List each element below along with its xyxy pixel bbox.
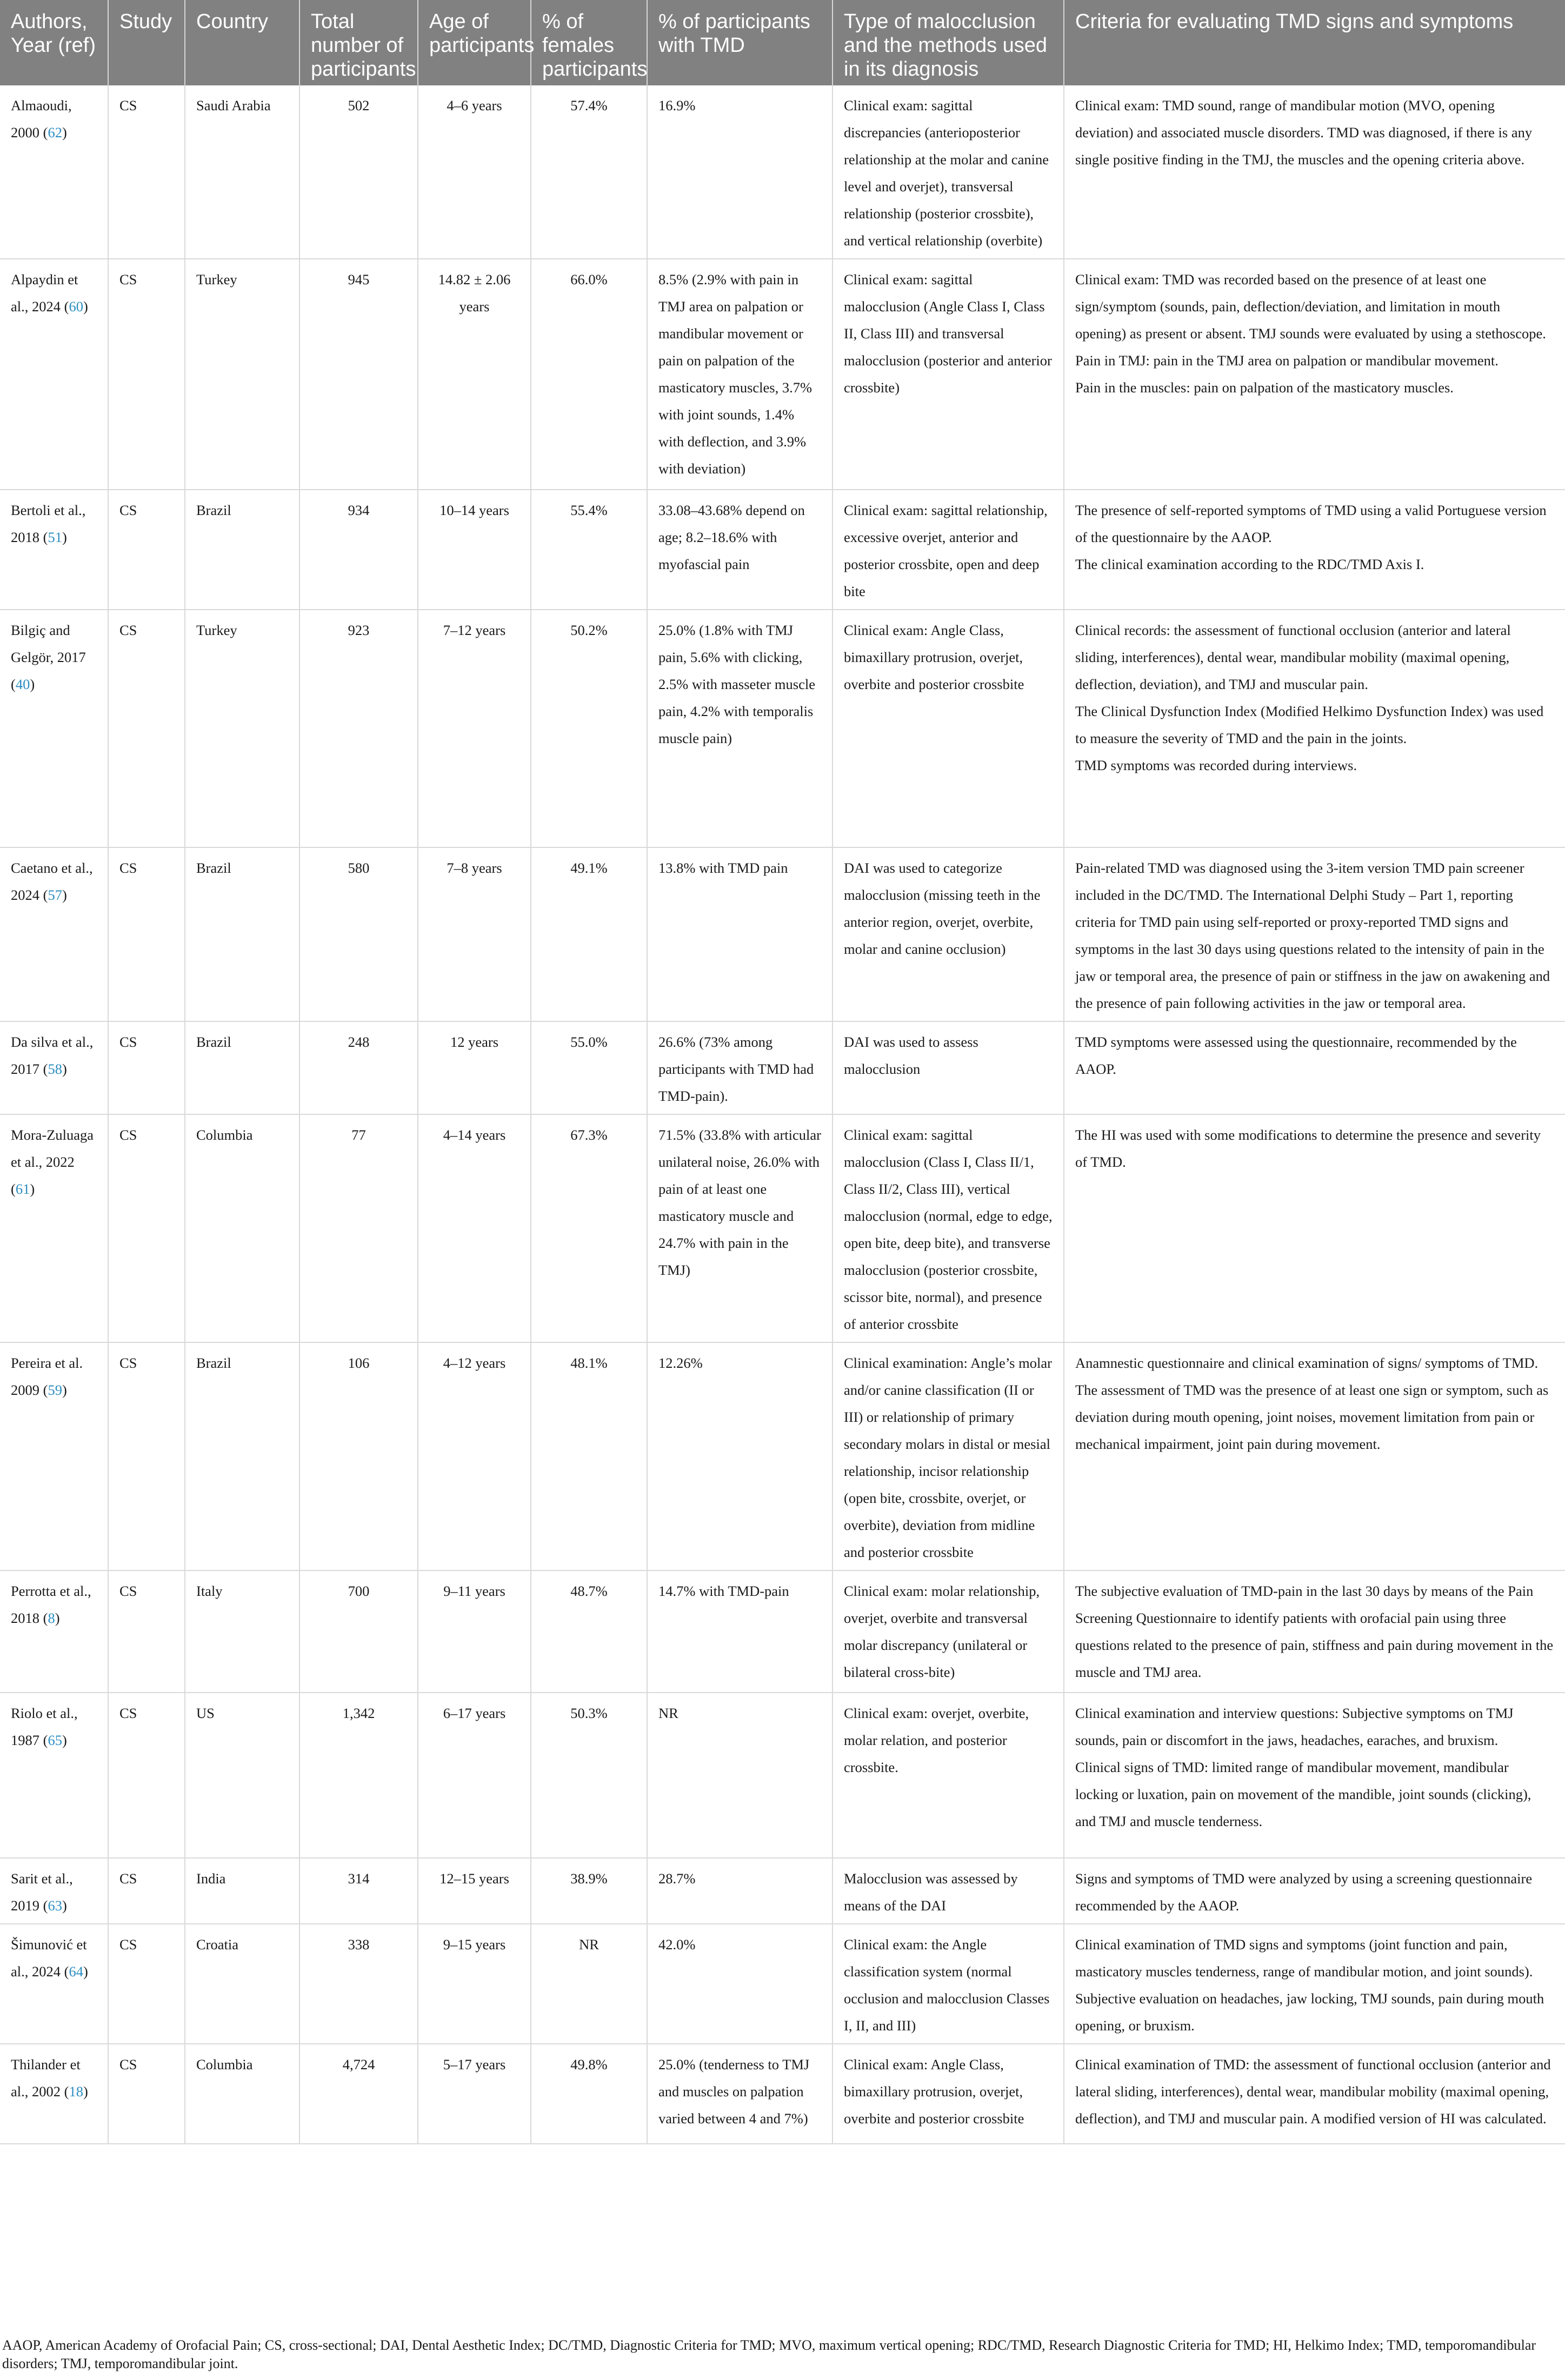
cell-authors-year [0,1570,108,1693]
cell-country: Columbia [185,1114,299,1342]
cell-age: 7–8 years [418,847,531,1021]
cell-pct-female: 57.4% [531,85,647,259]
ref-close: ) [55,1610,60,1626]
cell-study: CS [108,1570,185,1693]
cell-authors-year [0,1021,108,1114]
author-text: Da silva et al., 2017 ( [11,1034,94,1077]
header-age: Age of participants [418,0,531,85]
cell-total-participants: 248 [299,1021,418,1114]
cell-country: Brazil [185,1342,299,1570]
cell-pct-tmd: 8.5% (2.9% with pain in TMJ area on palpation or mandibular movement or pain on palpation of the masticatory muscles, 3.7% with joint sounds, 1.4% with deflection, and 3.9% with deviation) [647,259,833,490]
table-row [0,85,1565,259]
cell-country: Italy [185,1570,299,1693]
table-header-row [0,0,1565,85]
author-text: Riolo et al., 1987 ( [11,1705,78,1748]
header-country: Country [185,0,299,85]
cell-pct-tmd: 42.0% [647,1924,833,2044]
cell-country: Brazil [185,490,299,610]
cell-study: CS [108,85,185,259]
reference-link[interactable]: 60 [69,298,83,315]
cell-authors-year [0,1924,108,2044]
cell-pct-tmd: 33.08–43.68% depend on age; 8.2–18.6% with myofascial pain [647,490,833,610]
cell-malocclusion: Clinical exam: sagittal malocclusion (Angle Class I, Class II, Class III) and transversal malocclusion (posterior and anterior crossbite) [833,259,1064,490]
cell-total-participants: 314 [299,1858,418,1924]
cell-pct-female: 49.1% [531,847,647,1021]
cell-study: CS [108,1924,185,2044]
cell-pct-female: 50.2% [531,610,647,847]
cell-criteria: Clinical examination of TMD: the assessment of functional occlusion (anterior and lateral sliding, interferences), dental wear, mandibular mobility (maximal opening, deflection), and TMJ and muscular pain. A modified version of HI was calculated. [1064,2044,1565,2144]
ref-close: ) [62,1061,67,1077]
cell-pct-tmd: 71.5% (33.8% with articular unilateral noise, 26.0% with pain of at least one masticatory muscle and 24.7% with pain in the TMJ) [647,1114,833,1342]
author-text: Pereira et al. 2009 ( [11,1355,83,1398]
cell-malocclusion: DAI was used to categorize malocclusion (missing teeth in the anterior region, overjet, overbite, molar and canine occlusion) [833,847,1064,1021]
cell-pct-tmd: 28.7% [647,1858,833,1924]
ref-close: ) [62,124,67,141]
cell-criteria: Clinical exam: TMD was recorded based on the presence of at least one sign/symptom (sounds, pain, deflection/deviation, and limitation in mouth opening) as present or absent. TMJ sounds were evaluated by using a stethoscope. Pain in TMJ: pain in the TMJ area on palpation or mandibular movement. Pain in the muscles: pain on palpation of the masticatory muscles. [1064,259,1565,490]
table-row [0,1570,1565,1693]
cell-pct-tmd: 25.0% (1.8% with TMJ pain, 5.6% with clicking, 2.5% with masseter muscle pain, 4.2% with temporalis muscle pain) [647,610,833,847]
cell-age: 14.82 ± 2.06 years [418,259,531,490]
ref-close: ) [62,1382,67,1398]
author-text: Bertoli et al., 2018 ( [11,502,86,545]
cell-pct-female: 49.8% [531,2044,647,2144]
header-total-participants: Total number of participants [299,0,418,85]
cell-total-participants: 923 [299,610,418,847]
cell-authors-year [0,847,108,1021]
cell-total-participants: 502 [299,85,418,259]
cell-total-participants: 77 [299,1114,418,1342]
reference-link[interactable]: 63 [48,1897,62,1914]
author-text: Perrotta et al., 2018 ( [11,1583,91,1626]
cell-authors-year [0,1693,108,1858]
cell-total-participants: 945 [299,259,418,490]
cell-authors-year [0,490,108,610]
cell-malocclusion: Malocclusion was assessed by means of the DAI [833,1858,1064,1924]
cell-authors-year [0,1342,108,1570]
cell-total-participants: 934 [299,490,418,610]
cell-criteria: TMD symptoms were assessed using the questionnaire, recommended by the AAOP. [1064,1021,1565,1114]
cell-malocclusion: DAI was used to assess malocclusion [833,1021,1064,1114]
cell-malocclusion: Clinical exam: sagittal discrepancies (anterioposterior relationship at the molar and canine level and overjet), transversal relationship (posterior crossbite), and vertical relationship (overbite) [833,85,1064,259]
reference-link[interactable]: 58 [48,1061,62,1077]
ref-close: ) [62,887,67,903]
table-row [0,1858,1565,1924]
ref-close: ) [30,1181,35,1197]
table-row [0,1021,1565,1114]
cell-pct-tmd: NR [647,1693,833,1858]
cell-malocclusion: Clinical exam: Angle Class, bimaxillary protrusion, overjet, overbite and posterior crossbite [833,2044,1064,2144]
cell-age: 6–17 years [418,1693,531,1858]
ref-close: ) [30,676,35,692]
cell-criteria: Clinical examination and interview questions: Subjective symptoms on TMJ sounds, pain or discomfort in the jaws, headaches, earaches, and bruxism. Clinical signs of TMD: limited range of mandibular movement, mandibular locking or luxation, pain on movement of the mandible, joint sounds (clicking), and TMJ and muscle tenderness. [1064,1693,1565,1858]
ref-close: ) [62,1732,67,1748]
cell-country: Brazil [185,1021,299,1114]
cell-study: CS [108,1693,185,1858]
cell-pct-female: 55.0% [531,1021,647,1114]
table-row [0,847,1565,1021]
cell-malocclusion: Clinical exam: sagittal relationship, excessive overjet, anterior and posterior crossbite, open and deep bite [833,490,1064,610]
cell-age: 12 years [418,1021,531,1114]
cell-authors-year [0,610,108,847]
cell-pct-tmd: 13.8% with TMD pain [647,847,833,1021]
cell-total-participants: 338 [299,1924,418,2044]
table-row [0,610,1565,847]
cell-study: CS [108,847,185,1021]
cell-total-participants: 700 [299,1570,418,1693]
author-text: Caetano et al., 2024 ( [11,860,93,903]
cell-criteria: Anamnestic questionnaire and clinical examination of signs/ symptoms of TMD. The assessment of TMD was the presence of at least one sign or symptom, such as deviation during mouth opening, joint noises, movement limitation from pain or mechanical impairment, joint pain during movement. [1064,1342,1565,1570]
cell-country: India [185,1858,299,1924]
cell-malocclusion: Clinical exam: overjet, overbite, molar relation, and posterior crossbite. [833,1693,1064,1858]
cell-age: 12–15 years [418,1858,531,1924]
author-text: Mora-Zuluaga et al., 2022 ( [11,1127,94,1197]
cell-study: CS [108,1858,185,1924]
cell-study: CS [108,490,185,610]
table-row [0,1342,1565,1570]
cell-pct-female: 50.3% [531,1693,647,1858]
ref-close: ) [83,2083,88,2100]
author-text: Sarit et al., 2019 ( [11,1870,73,1914]
cell-country: Turkey [185,610,299,847]
cell-study: CS [108,1114,185,1342]
cell-age: 7–12 years [418,610,531,847]
cell-study: CS [108,610,185,847]
cell-country: Brazil [185,847,299,1021]
cell-authors-year [0,1114,108,1342]
cell-pct-female: 38.9% [531,1858,647,1924]
cell-country: Columbia [185,2044,299,2144]
cell-study: CS [108,259,185,490]
cell-total-participants: 4,724 [299,2044,418,2144]
cell-pct-female: NR [531,1924,647,2044]
header-authors-year: Authors, Year (ref) [0,0,108,85]
cell-pct-tmd: 16.9% [647,85,833,259]
cell-malocclusion: Clinical exam: the Angle classification system (normal occlusion and malocclusion Classes I, II, and III) [833,1924,1064,2044]
reference-link[interactable]: 64 [69,1963,83,1980]
cell-criteria: The presence of self-reported symptoms of TMD using a valid Portuguese version of the questionnaire by the AAOP. The clinical examination according to the RDC/TMD Axis I. [1064,490,1565,610]
cell-total-participants: 106 [299,1342,418,1570]
header-pct-tmd: % of participants with TMD [647,0,833,85]
ref-close: ) [62,1897,67,1914]
cell-country: Croatia [185,1924,299,2044]
reference-link[interactable]: 59 [48,1382,62,1398]
cell-pct-female: 66.0% [531,259,647,490]
cell-pct-tmd: 26.6% (73% among participants with TMD had TMD-pain). [647,1021,833,1114]
table-row [0,1924,1565,2044]
cell-malocclusion: Clinical exam: sagittal malocclusion (Class I, Class II/1, Class II/2, Class III), vertical malocclusion (normal, edge to edge, open bite, deep bite), and transverse malocclusion (posterior crossbite, scissor bite, normal), and presence of anterior crossbite [833,1114,1064,1342]
cell-age: 4–12 years [418,1342,531,1570]
cell-country: Saudi Arabia [185,85,299,259]
cell-authors-year [0,85,108,259]
cell-pct-tmd: 25.0% (tenderness to TMJ and muscles on palpation varied between 4 and 7%) [647,2044,833,2144]
header-study: Study [108,0,185,85]
ref-close: ) [83,1963,88,1980]
cell-criteria: Pain-related TMD was diagnosed using the 3-item version TMD pain screener included in the DC/TMD. The International Delphi Study – Part 1, reporting criteria for TMD pain using self-reported or proxy-reported TMD signs and symptoms in the last 30 days using questions related to the intensity of pain in the jaw or temporal area, the presence of pain or stiffness in the jaw on awakening and the presence of pain following activities in the jaw or temporal area. [1064,847,1565,1021]
cell-age: 5–17 years [418,2044,531,2144]
author-text: Bilgiç and Gelgör, 2017 ( [11,622,86,692]
cell-criteria: Clinical exam: TMD sound, range of mandibular motion (MVO, opening deviation) and associated muscle disorders. TMD was diagnosed, if there is any single positive finding in the TMJ, the muscles and the opening criteria above. [1064,85,1565,259]
cell-total-participants: 1,342 [299,1693,418,1858]
cell-pct-female: 48.7% [531,1570,647,1693]
cell-criteria: Clinical examination of TMD signs and symptoms (joint function and pain, masticatory muscles tenderness, range of mandibular motion, and joint sounds). Subjective evaluation on headaches, jaw locking, TMJ sounds, pain during mouth opening, or bruxism. [1064,1924,1565,2044]
reference-link[interactable]: 8 [48,1610,55,1626]
reference-link[interactable]: 18 [69,2083,83,2100]
reference-link[interactable]: 62 [48,124,62,141]
reference-link[interactable]: 51 [48,529,62,545]
table-row [0,1693,1565,1858]
cell-authors-year [0,1858,108,1924]
cell-country: US [185,1693,299,1858]
cell-study: CS [108,2044,185,2144]
cell-authors-year [0,259,108,490]
table-row [0,259,1565,490]
cell-criteria: Signs and symptoms of TMD were analyzed by using a screening questionnaire recommended by the AAOP. [1064,1858,1565,1924]
cell-pct-female: 67.3% [531,1114,647,1342]
header-malocclusion: Type of malocclusion and the methods used in its diagnosis [833,0,1064,85]
cell-age: 4–14 years [418,1114,531,1342]
reference-link[interactable]: 61 [15,1181,30,1197]
cell-authors-year [0,2044,108,2144]
author-text: Alpaydin et al., 2024 ( [11,271,78,315]
cell-criteria: The subjective evaluation of TMD-pain in the last 30 days by means of the Pain Screening Questionnaire to identify patients with orofacial pain using three questions related to the presence of pain, stiffness and pain during movement in the muscle and TMJ area. [1064,1570,1565,1693]
cell-criteria: The HI was used with some modifications to determine the presence and severity of TMD. [1064,1114,1565,1342]
cell-malocclusion: Clinical exam: Angle Class, bimaxillary protrusion, overjet, overbite and posterior crossbite [833,610,1064,847]
ref-close: ) [62,529,67,545]
table-row [0,2044,1565,2144]
cell-country: Turkey [185,259,299,490]
table-footnote: AAOP, American Academy of Orofacial Pain; CS, cross-sectional; DAI, Dental Aesthetic Index; DC/TMD, Diagnostic Criteria for TMD; MVO, maximum vertical opening; RDC/TMD, Research Diagnostic Criteria for TMD; HI, Helkimo Index; TMD, temporomandibular disorders; TMJ, temporomandibular joint. [2,2337,1536,2371]
header-pct-female: % of females participants [531,0,647,85]
reference-link[interactable]: 57 [48,887,62,903]
table-row [0,490,1565,610]
author-text: Almaoudi, 2000 ( [11,97,72,141]
cell-pct-tmd: 14.7% with TMD-pain [647,1570,833,1693]
reference-link[interactable]: 40 [15,676,30,692]
ref-close: ) [83,298,88,315]
cell-pct-female: 55.4% [531,490,647,610]
reference-link[interactable]: 65 [48,1732,62,1748]
cell-age: 9–11 years [418,1570,531,1693]
cell-study: CS [108,1342,185,1570]
cell-total-participants: 580 [299,847,418,1021]
cell-malocclusion: Clinical exam: molar relationship, overjet, overbite and transversal molar discrepancy (unilateral or bilateral cross-bite) [833,1570,1064,1693]
author-text: Šimunović et al., 2024 ( [11,1936,87,1980]
cell-age: 4–6 years [418,85,531,259]
header-criteria: Criteria for evaluating TMD signs and symptoms [1064,0,1565,85]
cell-pct-female: 48.1% [531,1342,647,1570]
cell-age: 9–15 years [418,1924,531,2044]
cell-criteria: Clinical records: the assessment of functional occlusion (anterior and lateral sliding, interferences), dental wear, mandibular mobility (maximal opening, deflection, deviation), and TMJ and muscular pain. The Clinical Dysfunction Index (Modified Helkimo Dysfunction Index) was used to measure the severity of TMD and the pain in the joints. TMD symptoms was recorded during interviews. [1064,610,1565,847]
table-body [0,85,1565,2144]
table-row [0,1114,1565,1342]
cell-malocclusion: Clinical examination: Angle’s molar and/or canine classification (II or III) or relationship of primary secondary molars in distal or mesial relationship, incisor relationship (open bite, crossbite, overjet, or overbite), deviation from midline and posterior crossbite [833,1342,1064,1570]
cell-study: CS [108,1021,185,1114]
cell-pct-tmd: 12.26% [647,1342,833,1570]
cell-age: 10–14 years [418,490,531,610]
author-text: Thilander et al., 2002 ( [11,2056,81,2100]
